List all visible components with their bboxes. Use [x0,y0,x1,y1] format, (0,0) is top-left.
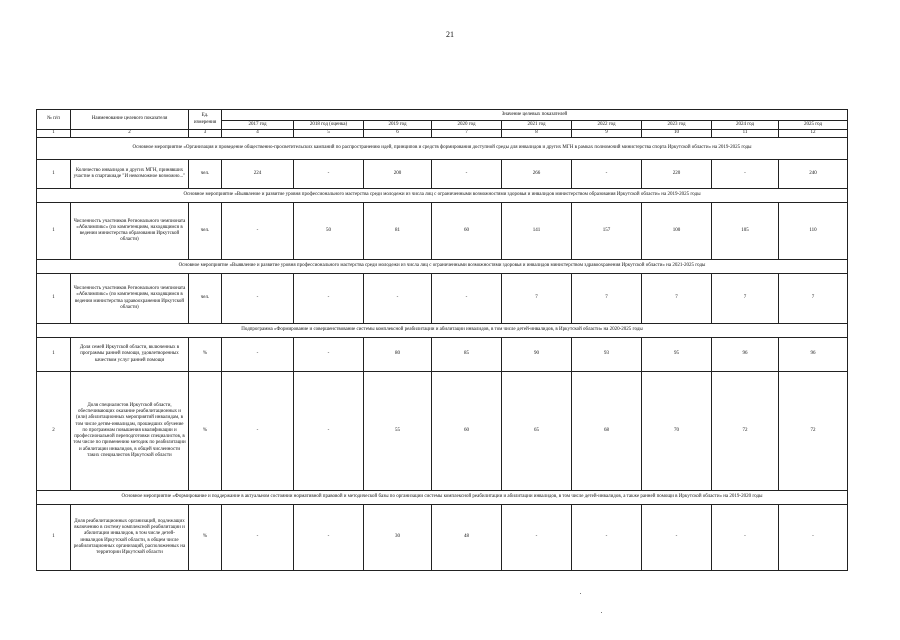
value-cell: 7 [572,274,642,324]
header-year: 2023 год [642,121,712,130]
header-year: 2025 год [779,121,848,130]
value-cell: - [222,338,294,372]
page-number: 21 [446,30,454,39]
value-cell: - [502,505,572,571]
value-cell: 93 [572,338,642,372]
value-cell: 85 [432,338,502,372]
header-unit: Ед. измерения [189,110,222,130]
value-cell: 72 [712,372,779,491]
value-cell: - [432,274,502,324]
value-cell: 80 [364,338,432,372]
value-cell: 7 [642,274,712,324]
column-number: 6 [364,130,432,138]
section-title: Основное мероприятие «Выявление и развитие уровня профессионального мастерства среди молодежи из числа лиц с ограниченными возможностями здоровья и инвалидов министерством здравоохранения Иркутской области» на 2021-2025 годы [37,260,848,274]
scan-speck [580,593,581,594]
header-indicator: Наименование целевого показателя [71,110,189,130]
section-title: Основное мероприятие «Формирование и поддержание в актуальном состоянии нормативной правовой и методической базы по организации системы комплексной реабилитации и абилитации инвалидов, в том числе детей-инвалидов, а также ранней помощи в Иркутской области» на 2019-2020 годы [37,491,848,505]
value-cell: 157 [572,203,642,260]
value-cell: 50 [294,203,364,260]
value-cell: 240 [779,160,848,189]
row-number: 1 [37,505,71,571]
value-cell: - [294,372,364,491]
value-cell: 65 [502,372,572,491]
section-header-row [37,138,848,160]
table-row [37,338,848,372]
section-header-row [37,189,848,203]
indicator-name: Численность участников Регионального чемпионата «Абилимпикс» (по компетенциям, находящимся в ведении министерства образования Иркутской области) [71,203,189,260]
column-number: 9 [572,130,642,138]
unit-cell: % [189,338,222,372]
value-cell: 30 [364,505,432,571]
value-cell: 90 [502,338,572,372]
header-values-group: Значение целевых показателей [222,110,848,121]
value-cell: 100 [642,203,712,260]
value-cell: 81 [364,203,432,260]
indicator-name: Количество инвалидов и других МГН, принявших участие в спартакиаде "И невозможное возможно..." [71,160,189,189]
value-cell: 105 [712,203,779,260]
value-cell: 220 [642,160,712,189]
column-number: 11 [712,130,779,138]
table-row [37,203,848,260]
header-year: 2017 год [222,121,294,130]
value-cell: 96 [779,338,848,372]
value-cell: 72 [779,372,848,491]
unit-cell: % [189,505,222,571]
unit-cell: чел. [189,203,222,260]
value-cell: 95 [642,338,712,372]
indicators-table [36,109,848,571]
header-year: 2018 год (оценка) [294,121,364,130]
column-number: 7 [432,130,502,138]
value-cell: - [222,274,294,324]
header-year: 2024 год [712,121,779,130]
section-header-row [37,491,848,505]
header-no: № п/п [37,110,71,130]
table-row [37,274,848,324]
value-cell: 110 [779,203,848,260]
unit-cell: % [189,372,222,491]
value-cell: 7 [779,274,848,324]
indicator-name: Доля семей Иркутской области, включенных в программы ранней помощи, удовлетворенных качеством услуг ранней помощи [71,338,189,372]
value-cell: 96 [712,338,779,372]
column-number: 12 [779,130,848,138]
unit-cell: чел. [189,160,222,189]
value-cell: 55 [364,372,432,491]
scan-speck [601,612,602,613]
value-cell: 48 [432,505,502,571]
column-number: 1 [37,130,71,138]
value-cell: - [779,505,848,571]
row-number: 1 [37,274,71,324]
value-cell: - [712,160,779,189]
table-row [37,372,848,491]
value-cell: 7 [502,274,572,324]
column-number: 4 [222,130,294,138]
row-number: 1 [37,203,71,260]
value-cell: 141 [502,203,572,260]
value-cell: - [294,338,364,372]
value-cell: - [572,160,642,189]
indicator-name: Доля специалистов Иркутской области, обеспечивающих оказание реабилитационных и (или) абилитационных мероприятий инвалидам, в том числе детям-инвалидам, прошедших обучение по программам повышения квалификации и профессиональной переподготовки специалистов, в том числе по применению методик по реабилитации и абилитации инвалидов, в общей численности таких специалистов Иркутской области [71,372,189,491]
value-cell: - [572,505,642,571]
value-cell: 224 [222,160,294,189]
value-cell: 70 [642,372,712,491]
value-cell: 60 [432,372,502,491]
value-cell: - [294,505,364,571]
indicator-name: Доля реабилитационных организаций, подлежащих включению в систему комплексной реабилитации и абилитации инвалидов, в том числе детей-инвалидов Иркутской области, в общем числе реабилитационных организаций, расположенных на территории Иркутской области [71,505,189,571]
column-number: 10 [642,130,712,138]
value-cell: - [294,160,364,189]
value-cell: - [222,203,294,260]
table-row [37,160,848,189]
value-cell: - [294,274,364,324]
value-cell: - [222,372,294,491]
value-cell: 200 [364,160,432,189]
column-number: 8 [502,130,572,138]
value-cell: 60 [432,203,502,260]
section-title: Подпрограмма «Формирование и совершенствование системы комплексной реабилитации и абилитации инвалидов, в том числе детей-инвалидов, в Иркутской области» на 2020-2025 годы [37,324,848,338]
value-cell: - [432,160,502,189]
header-year: 2021 год [502,121,572,130]
header-year: 2019 год [364,121,432,130]
column-number: 3 [189,130,222,138]
value-cell: - [712,505,779,571]
column-number: 2 [71,130,189,138]
row-number: 2 [37,372,71,491]
section-title: Основное мероприятие «Организация и проведение общественно-просветительских кампаний по распространению идей, принципов и средств формирования доступной среды для инвалидов и других МГН в рамках полномочий министерства спорта Иркутской области» на 2019-2025 годы [37,138,848,160]
header-year: 2022 год [572,121,642,130]
table-row [37,505,848,571]
value-cell: - [642,505,712,571]
row-number: 1 [37,160,71,189]
value-cell: - [222,505,294,571]
row-number: 1 [37,338,71,372]
value-cell: - [364,274,432,324]
header-year: 2020 год [432,121,502,130]
column-number: 5 [294,130,364,138]
value-cell: 68 [572,372,642,491]
section-header-row [37,260,848,274]
column-number-row [37,130,848,138]
value-cell: 266 [502,160,572,189]
header-row-1 [37,110,848,121]
section-title: Основное мероприятие «Выявление и развитие уровня профессионального мастерства среди молодежи из числа лиц с ограниченными возможностями здоровья и инвалидов министерством образования Иркутской области» на 2019-2025 годы [37,189,848,203]
unit-cell: чел. [189,274,222,324]
value-cell: 7 [712,274,779,324]
indicator-name: Численность участников Регионального чемпионата «Абилимпикс» (по компетенциям, находящимся в ведении министерства здравоохранения Иркутской области) [71,274,189,324]
section-header-row [37,324,848,338]
